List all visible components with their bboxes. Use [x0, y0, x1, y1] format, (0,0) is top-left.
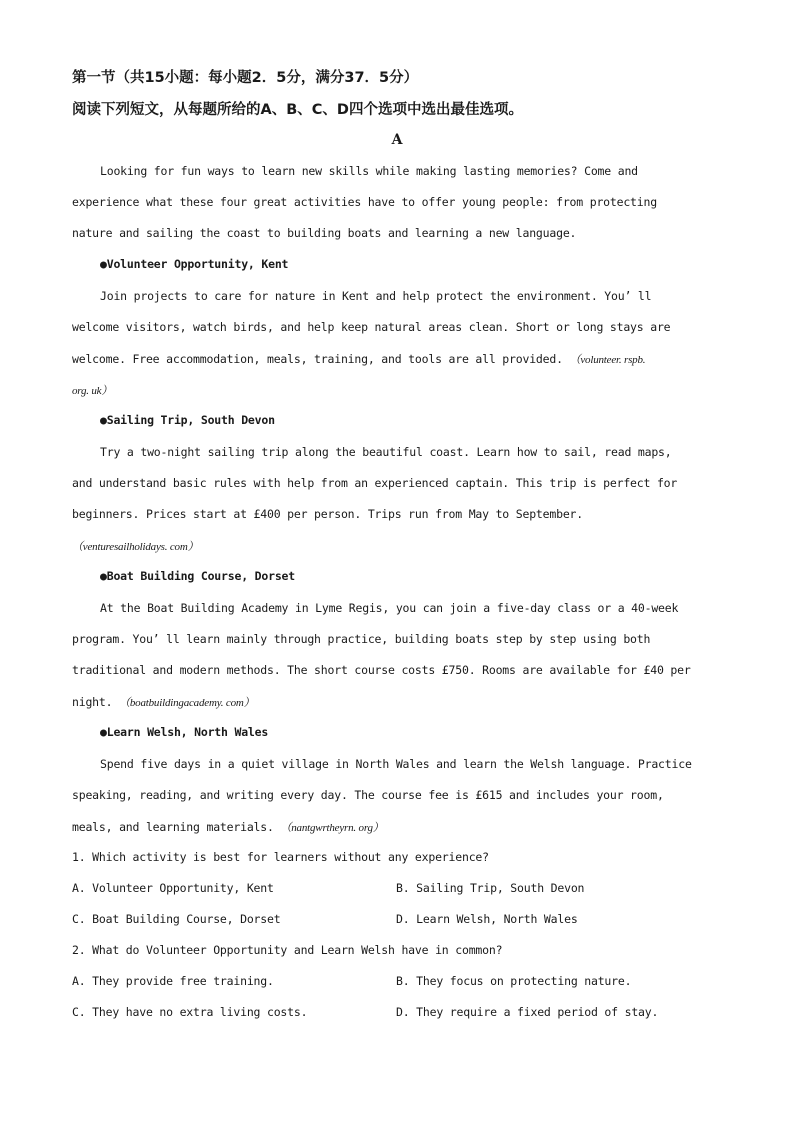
activity-text: meals, and learning materials. — [72, 820, 274, 834]
question-option[interactable]: A. Volunteer Opportunity, Kent — [72, 881, 274, 895]
activity-text: Spend five days in a quiet village in North Wales and learn the Welsh language. Practice — [100, 757, 692, 771]
activity-text: welcome. Free accommodation, meals, training, and tools are all provided. — [72, 352, 563, 366]
activity-url: （volunteer. rspb. — [569, 354, 646, 366]
activity-url: （venturesailholidays. com） — [72, 541, 199, 553]
intro-line: nature and sailing the coast to building boats and learning a new language. — [72, 226, 577, 240]
question-option[interactable]: B. Sailing Trip, South Devon — [396, 881, 585, 895]
activity-text: and understand basic rules with help from an experienced captain. This trip is perfect for — [72, 476, 678, 490]
activity-text: traditional and modern methods. The short course costs £750. Rooms are available for £40 per — [72, 663, 691, 677]
question-stem: 1. Which activity is best for learners without any experience? — [72, 850, 489, 864]
activity-url-line — [72, 538, 198, 554]
activity-url: （boatbuildingacademy. com） — [119, 697, 255, 709]
question-stem: 2. What do Volunteer Opportunity and Learn Welsh have in common? — [72, 943, 503, 957]
instructions: 阅读下列短文，从每题所给的A、B、C、D四个选项中选出最佳选项。 — [72, 102, 523, 118]
activity-text-with-url — [72, 819, 384, 835]
activity-url: （nantgwrtheyrn. org） — [280, 822, 384, 834]
question-option[interactable]: A. They provide free training. — [72, 974, 274, 988]
activity-url-line — [72, 382, 112, 398]
activity-heading: ●Learn Welsh, North Wales — [100, 725, 269, 739]
intro-line: Looking for fun ways to learn new skills while making lasting memories? Come and — [100, 164, 638, 178]
question-option[interactable]: D. Learn Welsh, North Wales — [396, 912, 578, 926]
question-option[interactable]: B. They focus on protecting nature. — [396, 974, 632, 988]
activity-text: night. — [72, 695, 113, 709]
activity-text: beginners. Prices start at £400 per person. Trips run from May to September. — [72, 507, 583, 521]
activity-text: Try a two-night sailing trip along the beautiful coast. Learn how to sail, read maps, — [100, 445, 672, 459]
activity-heading: ●Boat Building Course, Dorset — [100, 569, 295, 583]
activity-text-with-url — [72, 351, 645, 367]
activity-heading: ●Sailing Trip, South Devon — [100, 413, 275, 427]
passage-label: A — [391, 132, 403, 148]
activity-url: org. uk） — [72, 385, 113, 397]
activity-text: program. You’ ll learn mainly through practice, building boats step by step using both — [72, 632, 651, 646]
question-option[interactable]: C. They have no extra living costs. — [72, 1005, 308, 1019]
activity-text: Join projects to care for nature in Kent and help protect the environment. You’ ll — [100, 289, 652, 303]
activity-text: welcome visitors, watch birds, and help keep natural areas clean. Short or long stays are — [72, 320, 671, 334]
activity-text: speaking, reading, and writing every day. The course fee is £615 and includes your room, — [72, 788, 664, 802]
activity-text: At the Boat Building Academy in Lyme Regis, you can join a five-day class or a 40-week — [100, 601, 679, 615]
intro-line: experience what these four great activities have to offer young people: from protecting — [72, 195, 657, 209]
activity-heading: ●Volunteer Opportunity, Kent — [100, 257, 289, 271]
question-option[interactable]: C. Boat Building Course, Dorset — [72, 912, 281, 926]
section-header: 第一节（共15小题：每小题2．5分，满分37．5分） — [72, 70, 419, 86]
question-option[interactable]: D. They require a fixed period of stay. — [396, 1005, 659, 1019]
activity-text-with-url — [72, 694, 254, 710]
